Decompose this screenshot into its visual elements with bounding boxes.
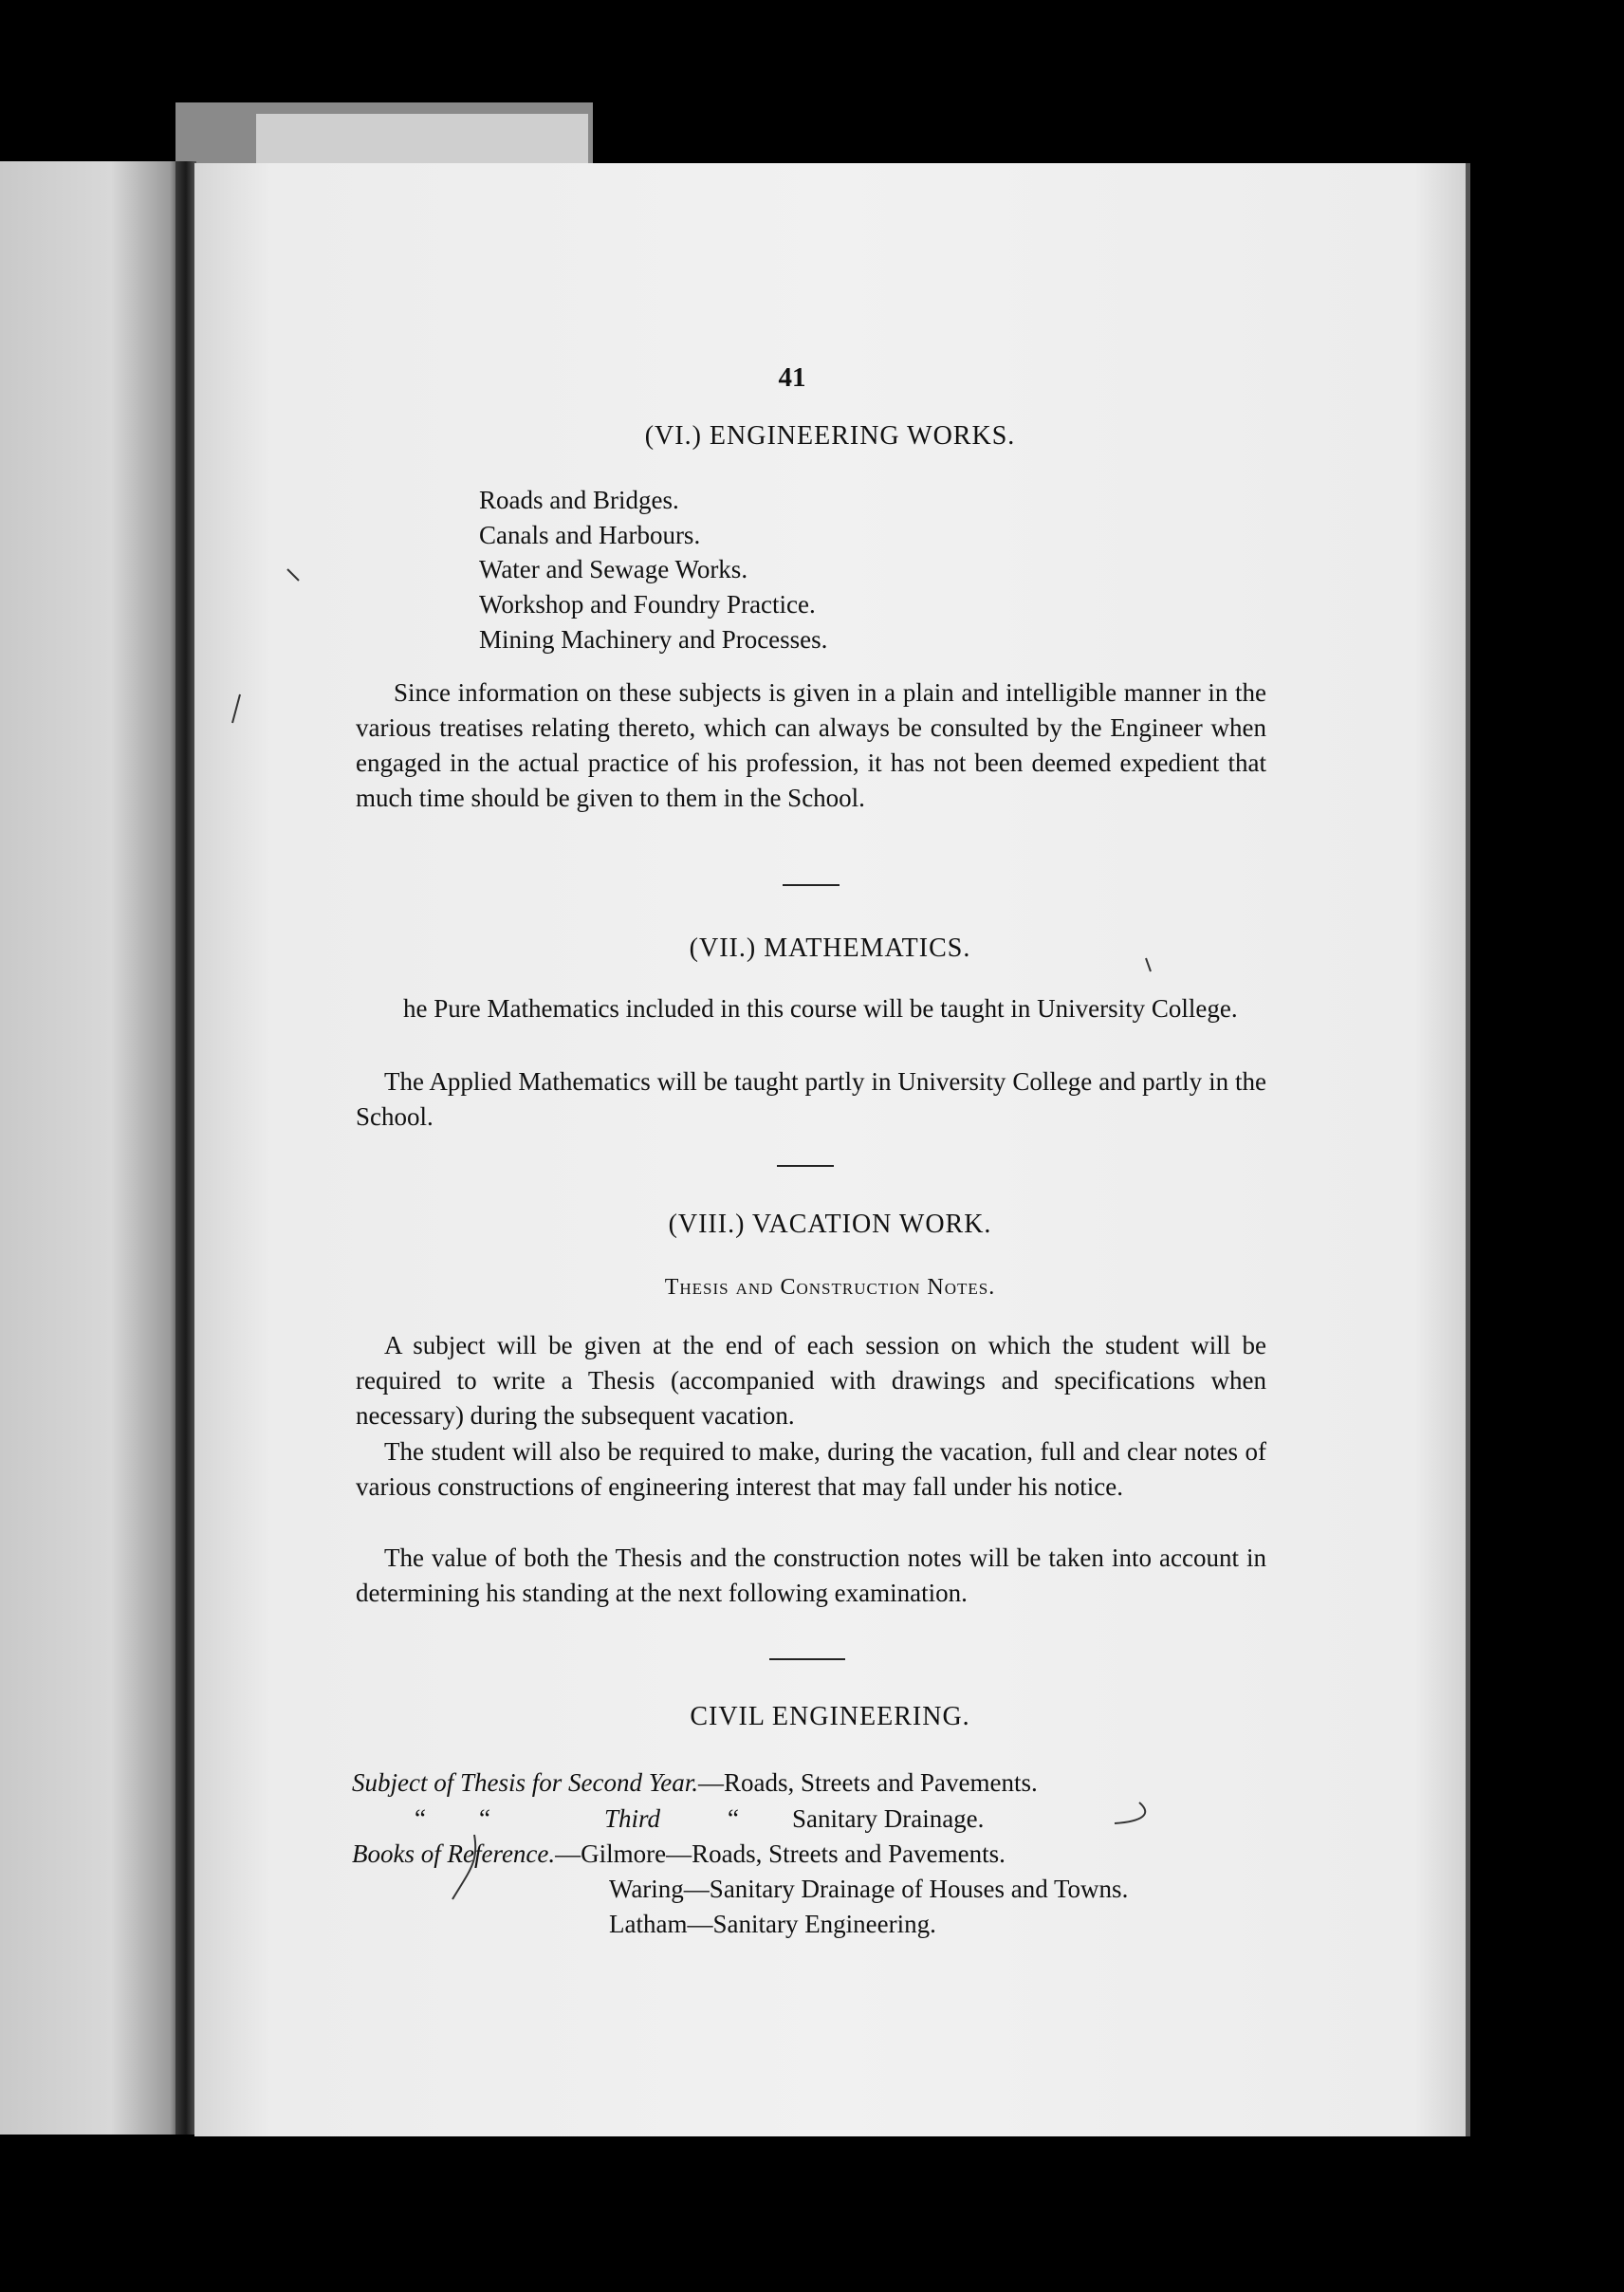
section7-paragraph2: The Applied Mathematics will be taught partly in University College and partly in the School. — [356, 1067, 1266, 1131]
list-item: Workshop and Foundry Practice. — [479, 590, 816, 619]
third-year-label: Third — [604, 1804, 661, 1833]
ditto-mark: “ — [728, 1804, 739, 1833]
books-label: Books of Reference. — [352, 1839, 556, 1868]
section7-heading: (VII.) MATHEMATICS. — [689, 933, 971, 963]
document-page — [194, 163, 1470, 2136]
list-item: Roads and Bridges. — [479, 486, 679, 514]
book-item: Latham—Sanitary Engineering. — [609, 1910, 936, 1938]
section8-heading: (VIII.) VACATION WORK. — [668, 1210, 992, 1239]
ditto-mark: “ — [415, 1804, 426, 1833]
section8-paragraph1: A subject will be given at the end of each session on which the student will be required to write a Thesis (accompanied with drawings and specifications when necessary) during the subsequent vacation. — [356, 1331, 1266, 1430]
section6-heading: (VI.) ENGINEERING WORKS. — [644, 421, 1016, 451]
book-item: —Gilmore—Roads, Streets and Pavements. — [555, 1839, 1006, 1868]
civil-heading: CIVIL ENGINEERING. — [690, 1702, 970, 1731]
list-item: Mining Machinery and Processes. — [479, 625, 828, 654]
section8-subheading: Thesis and Construction Notes. — [664, 1275, 996, 1300]
section7-paragraph1: he Pure Mathematics included in this course will be taught in University College. — [403, 994, 1238, 1023]
section6-paragraph: Since information on these subjects is given in a plain and intelligible manner in the various treatises relating thereto, which can always be consulted by the Engineer when engaged in the actual practice of his profession, it has not been deemed expedient that much time should be given to them in the School. — [356, 678, 1266, 812]
left-page-edge — [0, 161, 185, 2135]
book-tab-light — [256, 114, 588, 169]
thesis-value: —Roads, Streets and Pavements. — [698, 1768, 1038, 1797]
section8-paragraph3: The value of both the Thesis and the construction notes will be taken into account in determining his standing at the next following examination. — [356, 1543, 1266, 1607]
book-gutter — [175, 161, 196, 2135]
book-item: Waring—Sanitary Drainage of Houses and Towns. — [609, 1875, 1129, 1903]
list-item: Water and Sewage Works. — [479, 555, 748, 583]
third-year-value: Sanitary Drainage. — [792, 1804, 985, 1833]
pencil-marks — [194, 163, 1466, 2136]
page-number: 41 — [778, 362, 806, 393]
ditto-mark: “ — [479, 1804, 490, 1833]
section8-paragraph2: The student will also be required to make, during the vacation, full and clear notes of various constructions of engineering interest that may fall under his notice. — [356, 1437, 1266, 1501]
thesis-label: Subject of Thesis for Second Year. — [352, 1768, 699, 1797]
list-item: Canals and Harbours. — [479, 521, 701, 549]
